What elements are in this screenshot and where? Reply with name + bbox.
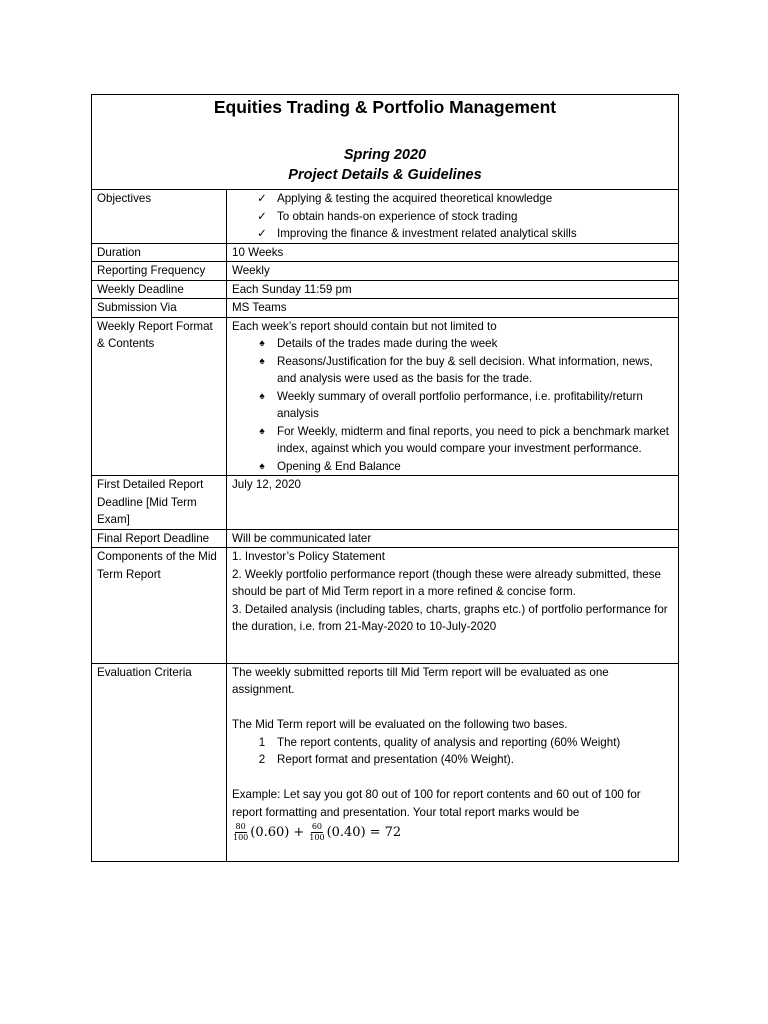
report-item-text: Reasons/Justification for the buy & sell decision. What information, news, and analysis were used as the basis for the trade. <box>277 354 653 385</box>
deadline-row <box>92 280 679 299</box>
component-item: 1. Investor’s Policy Statement <box>232 550 385 563</box>
fraction-denominator: 100 <box>309 833 325 842</box>
objectives-cell <box>227 190 679 244</box>
list-item <box>232 388 673 423</box>
term-title: Spring 2020 <box>343 147 427 163</box>
title-cell <box>92 95 679 190</box>
components-row <box>92 548 679 664</box>
deadline-value: Each Sunday 11:59 pm <box>227 280 679 299</box>
frequency-value: Weekly <box>227 262 679 281</box>
list-item <box>232 423 673 458</box>
checkmark-icon: ✓ <box>257 227 267 240</box>
first-report-value: July 12, 2020 <box>227 476 679 530</box>
document-title: Equities Trading & Portfolio Management <box>213 97 557 117</box>
spade-icon: ♠ <box>259 338 265 349</box>
spade-icon: ♠ <box>259 355 265 367</box>
row-label: First Detailed Report Deadline [Mid Term Exam] <box>92 476 227 530</box>
row-label: Components of the Mid Term Report <box>92 548 227 664</box>
evaluation-example: Example: Let say you got 80 out of 100 for report contents and 60 out of 100 for report formatting and presentation. Your total report marks would be <box>232 788 641 819</box>
submission-value: MS Teams <box>227 299 679 318</box>
weight-1: (0.60) <box>250 824 290 840</box>
weekly-report-list <box>232 335 673 475</box>
weight-2: (0.40) <box>326 824 366 840</box>
final-report-row <box>92 529 679 548</box>
row-label: Duration <box>92 243 227 262</box>
report-item-text: For Weekly, midterm and final reports, you need to pick a benchmark market index, against which you would compare your investment performance. <box>277 424 669 455</box>
row-label: Reporting Frequency <box>92 262 227 281</box>
evaluation-para-1: The weekly submitted reports till Mid Term report will be evaluated as one assignment. <box>232 665 609 696</box>
list-item <box>232 751 673 769</box>
fraction-denominator: 100 <box>233 833 249 842</box>
fraction-numerator: 80 <box>235 822 246 831</box>
fraction-numerator: 60 <box>311 822 323 831</box>
objectives-row <box>92 190 679 244</box>
list-number: 2 <box>258 753 266 766</box>
objective-text: Improving the finance & investment related analytical skills <box>277 227 577 240</box>
basis-text: The report contents, quality of analysis and reporting (60% Weight) <box>277 735 621 749</box>
evaluation-bases-list <box>232 734 673 769</box>
list-item <box>232 225 673 243</box>
spade-icon: ♠ <box>259 390 265 402</box>
checkmark-icon: ✓ <box>257 192 267 205</box>
row-label: Submission Via <box>92 299 227 318</box>
weekly-report-intro: Each week’s report should contain but not limited to <box>232 319 497 333</box>
submission-row <box>92 299 679 318</box>
row-label: Final Report Deadline <box>92 529 227 548</box>
title-row <box>92 95 679 190</box>
weekly-report-cell <box>227 317 679 476</box>
row-label: Objectives <box>92 190 227 244</box>
duration-value: 10 Weeks <box>227 243 679 262</box>
frequency-row <box>92 262 679 281</box>
evaluation-para-2: The Mid Term report will be evaluated on the following two bases. <box>232 718 568 731</box>
evaluation-row <box>92 663 679 862</box>
component-item: 2. Weekly portfolio performance report (though these were already submitted, these should be part of Mid Term report in a more refined & concise form. <box>232 567 661 598</box>
list-item <box>232 458 673 476</box>
objective-text: To obtain hands-on experience of stock trading <box>277 209 518 223</box>
list-item <box>232 208 673 226</box>
report-item-text: Opening & End Balance <box>277 459 401 473</box>
formula-result: 72 <box>384 824 402 840</box>
components-cell <box>227 548 679 664</box>
subtitle: Project Details & Guidelines <box>288 167 482 183</box>
list-item <box>232 734 673 752</box>
row-label: Evaluation Criteria <box>92 663 227 862</box>
fraction-1 <box>232 822 249 843</box>
list-item <box>232 190 673 208</box>
list-number: 1 <box>258 735 266 749</box>
final-report-value: Will be communicated later <box>227 529 679 548</box>
equals-sign: = <box>369 824 381 840</box>
checkmark-icon: ✓ <box>257 209 267 223</box>
report-item-text: Details of the trades made during the week <box>277 337 498 350</box>
duration-row <box>92 243 679 262</box>
spade-icon: ♠ <box>259 425 265 437</box>
row-label: Weekly Deadline <box>92 280 227 299</box>
objective-text: Applying & testing the acquired theoretical knowledge <box>277 192 553 205</box>
first-report-row <box>92 476 679 530</box>
objectives-list <box>232 190 673 243</box>
list-item <box>232 353 673 388</box>
spade-icon: ♠ <box>259 460 265 472</box>
component-item: 3. Detailed analysis (including tables, charts, graphs etc.) of portfolio performance for the duration, i.e. from 21-May-2020 to 10-July-2020 <box>232 602 668 633</box>
evaluation-cell <box>227 663 679 862</box>
basis-text: Report format and presentation (40% Weight). <box>277 753 514 766</box>
marks-formula <box>232 822 673 861</box>
list-item <box>232 335 673 353</box>
weekly-report-row <box>92 317 679 476</box>
plus-sign: + <box>293 824 305 840</box>
fraction-2 <box>308 822 325 843</box>
project-guidelines-table <box>91 94 679 862</box>
report-item-text: Weekly summary of overall portfolio performance, i.e. profitability/return analysis <box>277 389 643 420</box>
row-label: Weekly Report Format & Contents <box>92 317 227 476</box>
